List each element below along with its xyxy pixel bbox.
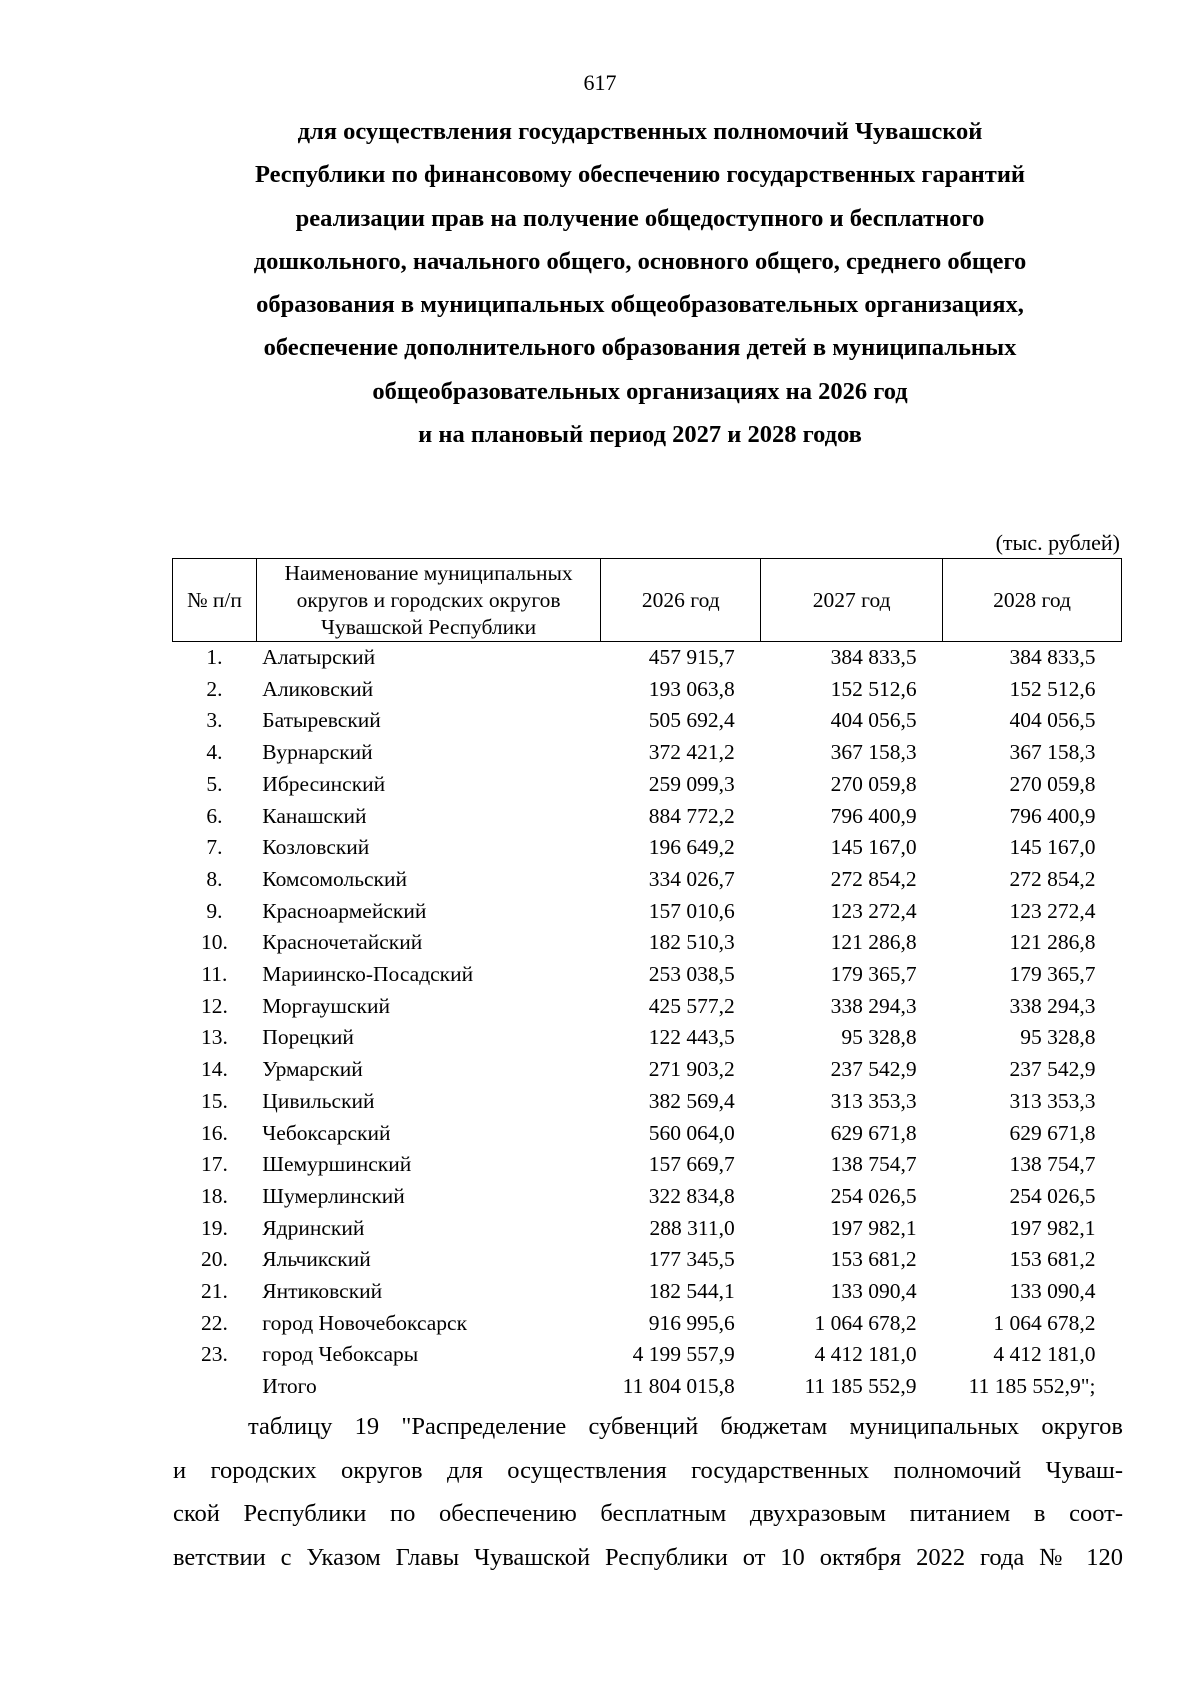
value-2026: 11 804 015,8 xyxy=(622,1374,735,1399)
title-line: обеспечение дополнительного образования детей в муниципальных xyxy=(263,334,1017,362)
municipality-name: Канашский xyxy=(262,803,367,828)
municipality-name: Мариинско-Посадский xyxy=(262,962,474,987)
value-2028: 197 982,1 xyxy=(1009,1215,1096,1240)
total-row xyxy=(173,1371,1122,1403)
table-row xyxy=(173,705,1122,737)
header-2027: 2027 год xyxy=(761,559,943,642)
table-row xyxy=(173,1022,1122,1054)
title-line: и на плановый период 2027 и 2028 годов xyxy=(418,421,862,449)
value-2028: 179 365,7 xyxy=(1009,962,1096,987)
value-2027: 796 400,9 xyxy=(830,803,917,828)
row-number: 4. xyxy=(206,740,223,765)
value-2028: 338 294,3 xyxy=(1009,993,1096,1018)
value-2028: 254 026,5 xyxy=(1009,1183,1096,1208)
value-2028: 367 158,3 xyxy=(1009,740,1096,765)
value-2026: 457 915,7 xyxy=(648,645,735,669)
municipality-name: Красноармейский xyxy=(262,898,427,923)
table-row xyxy=(173,832,1122,864)
value-2026: 916 995,6 xyxy=(648,1310,735,1335)
body-paragraph xyxy=(173,1405,1123,1579)
value-2028: 272 854,2 xyxy=(1009,866,1096,891)
municipality-name: Шумерлинский xyxy=(262,1183,405,1208)
row-number: 12. xyxy=(200,993,228,1018)
value-2027: 4 412 181,0 xyxy=(814,1342,917,1367)
row-number: 18. xyxy=(200,1183,228,1208)
row-number: 7. xyxy=(206,835,223,860)
table-header xyxy=(173,559,1122,642)
table-row xyxy=(173,1339,1122,1371)
value-2028: 384 833,5 xyxy=(1009,645,1096,669)
municipality-name: Порецкий xyxy=(262,1025,354,1050)
row-number: 10. xyxy=(200,930,228,955)
title-line: для осуществления государственных полномочий Чувашской xyxy=(297,118,983,145)
title-line: общеобразовательных организациях на 2026 год xyxy=(372,377,908,405)
value-2027: 123 272,4 xyxy=(830,898,917,923)
municipality-name: Комсомольский xyxy=(262,866,408,891)
value-2027: 237 542,9 xyxy=(830,1057,917,1082)
value-2028: 629 671,8 xyxy=(1009,1120,1096,1145)
value-2027: 179 365,7 xyxy=(830,962,917,987)
value-2027: 367 158,3 xyxy=(830,740,917,765)
value-2028: 4 412 181,0 xyxy=(993,1342,1096,1367)
value-2028: 796 400,9 xyxy=(1009,803,1096,828)
municipality-name: Козловский xyxy=(262,835,370,860)
table-row xyxy=(173,642,1122,674)
value-2028: 95 328,8 xyxy=(1020,1025,1096,1050)
value-2026: 884 772,2 xyxy=(648,803,735,828)
table-row xyxy=(173,896,1122,928)
value-2026: 182 510,3 xyxy=(648,930,735,955)
value-2026: 157 010,6 xyxy=(648,898,735,923)
row-number: 6. xyxy=(206,803,223,828)
municipality-name: Шемуршинский xyxy=(262,1152,412,1177)
table-row xyxy=(173,991,1122,1023)
value-2027: 121 286,8 xyxy=(830,930,917,955)
table-row xyxy=(173,864,1122,896)
municipality-name: город Чебоксары xyxy=(262,1342,419,1367)
value-2027: 153 681,2 xyxy=(830,1247,917,1272)
municipality-name: Яльчикский xyxy=(262,1247,371,1272)
value-2028: 313 353,3 xyxy=(1009,1088,1096,1113)
municipality-name: Моргаушский xyxy=(262,993,390,1018)
municipality-name: Янтиковский xyxy=(262,1279,383,1304)
row-number: 11. xyxy=(201,962,228,987)
row-number: 5. xyxy=(206,771,223,796)
title-line: Республики по финансовому обеспечению государственных гарантий xyxy=(254,161,1026,189)
value-2026: 182 544,1 xyxy=(648,1279,735,1304)
value-2026: 322 834,8 xyxy=(648,1183,735,1208)
municipality-name: Вурнарский xyxy=(262,740,373,765)
value-2026: 4 199 557,9 xyxy=(632,1342,735,1367)
value-2027: 133 090,4 xyxy=(830,1279,917,1304)
value-2028: 404 056,5 xyxy=(1009,708,1096,733)
row-number: 16. xyxy=(200,1120,228,1145)
units-label: (тыс. рублей) xyxy=(995,530,1120,555)
table-body xyxy=(173,642,1122,1403)
value-2027: 95 328,8 xyxy=(841,1025,917,1050)
value-2026: 177 345,5 xyxy=(648,1247,735,1272)
value-2028: 123 272,4 xyxy=(1009,898,1096,923)
value-2026: 253 038,5 xyxy=(648,962,735,987)
value-2028: 270 059,8 xyxy=(1009,771,1096,796)
table-row xyxy=(173,927,1122,959)
value-2027: 629 671,8 xyxy=(830,1120,917,1145)
municipality-name: Батыревский xyxy=(262,708,381,733)
table-row xyxy=(173,769,1122,801)
table-row xyxy=(173,1308,1122,1340)
row-number: 2. xyxy=(206,676,223,701)
value-2026: 259 099,3 xyxy=(648,771,735,796)
paragraph-line: и городских округов для осуществления государственных полномочий Чуваш- xyxy=(173,1456,1123,1484)
table-row xyxy=(173,674,1122,706)
header-2028: 2028 год xyxy=(943,559,1122,642)
subvention-table xyxy=(172,558,1122,1403)
value-2026: 157 669,7 xyxy=(648,1152,735,1177)
value-2026: 122 443,5 xyxy=(648,1025,735,1050)
value-2028: 1 064 678,2 xyxy=(993,1310,1096,1335)
table-row xyxy=(173,1118,1122,1150)
paragraph-line: таблицу 19 "Распределение субвенций бюджетам муниципальных округов xyxy=(248,1413,1123,1440)
title-line: реализации прав на получение общедоступного и бесплатного xyxy=(295,204,985,232)
value-2027: 11 185 552,9 xyxy=(804,1374,917,1399)
row-number: 21. xyxy=(200,1279,228,1304)
table-row xyxy=(173,1181,1122,1213)
table-row xyxy=(173,1244,1122,1276)
value-2027: 384 833,5 xyxy=(830,645,917,669)
value-2028: 121 286,8 xyxy=(1009,930,1096,955)
header-row xyxy=(173,559,1122,642)
table-row xyxy=(173,1276,1122,1308)
value-2027: 270 059,8 xyxy=(830,771,917,796)
municipality-name: Чебоксарский xyxy=(262,1120,391,1145)
value-2028: 138 754,7 xyxy=(1009,1152,1096,1177)
value-2027: 404 056,5 xyxy=(830,708,917,733)
row-number: 22. xyxy=(200,1310,228,1335)
row-number: 1. xyxy=(206,645,223,669)
municipality-name: Красночетайский xyxy=(262,930,423,955)
row-number xyxy=(173,1371,257,1403)
table-row xyxy=(173,1086,1122,1118)
value-2028: 153 681,2 xyxy=(1009,1247,1096,1272)
value-2026: 505 692,4 xyxy=(648,708,735,733)
row-number: 13. xyxy=(200,1025,228,1050)
value-2027: 145 167,0 xyxy=(830,835,917,860)
value-2027: 138 754,7 xyxy=(830,1152,917,1177)
page-number: 617 xyxy=(583,70,617,95)
row-number: 23. xyxy=(200,1342,228,1367)
value-2026: 425 577,2 xyxy=(648,993,735,1018)
section-title xyxy=(160,110,1120,456)
paragraph-line: ветствии с Указом Главы Чувашской Республики от 10 октября 2022 года № 120 xyxy=(173,1543,1123,1571)
value-2028: 152 512,6 xyxy=(1009,676,1096,701)
row-number: 9. xyxy=(206,898,223,923)
value-2028: 237 542,9 xyxy=(1009,1057,1096,1082)
table-row xyxy=(173,737,1122,769)
value-2027: 152 512,6 xyxy=(830,676,917,701)
table-row xyxy=(173,1213,1122,1245)
header-municipality-name: Наименование муниципальных округов и городских округов Чувашской Республики xyxy=(256,559,601,642)
value-2026: 382 569,4 xyxy=(648,1088,735,1113)
header-number: № п/п xyxy=(173,559,257,642)
value-2027: 1 064 678,2 xyxy=(814,1310,917,1335)
value-2026: 372 421,2 xyxy=(648,740,735,765)
municipality-name: Аликовский xyxy=(262,676,374,701)
municipality-name: город Новочебоксарск xyxy=(262,1310,468,1335)
municipality-name: Ибресинский xyxy=(262,771,386,796)
value-2026: 334 026,7 xyxy=(648,866,735,891)
table-row xyxy=(173,801,1122,833)
title-line: дошкольного, начального общего, основного общего, среднего общего xyxy=(253,247,1027,275)
value-2026: 196 649,2 xyxy=(648,835,735,860)
header-2026: 2026 год xyxy=(601,559,761,642)
value-2027: 338 294,3 xyxy=(830,993,917,1018)
value-2028: 145 167,0 xyxy=(1009,835,1096,860)
value-2027: 272 854,2 xyxy=(830,866,917,891)
value-2027: 197 982,1 xyxy=(830,1215,917,1240)
table-row xyxy=(173,959,1122,991)
row-number: 14. xyxy=(200,1057,228,1082)
value-2028: 11 185 552,9"; xyxy=(968,1374,1096,1399)
value-2026: 271 903,2 xyxy=(648,1057,735,1082)
row-number: 8. xyxy=(206,866,223,891)
title-line: образования в муниципальных общеобразовательных организациях, xyxy=(256,291,1024,319)
value-2028: 133 090,4 xyxy=(1009,1279,1096,1304)
paragraph-line: ской Республики по обеспечению бесплатным двухразовым питанием в соот- xyxy=(173,1500,1123,1527)
row-number: 17. xyxy=(200,1152,228,1177)
municipality-name: Урмарский xyxy=(262,1057,363,1082)
row-number: 3. xyxy=(206,708,223,733)
table-row xyxy=(173,1149,1122,1181)
municipality-name: Ядринский xyxy=(262,1215,365,1240)
value-2026: 560 064,0 xyxy=(648,1120,735,1145)
value-2026: 288 311,0 xyxy=(649,1215,735,1240)
municipality-name: Итого xyxy=(262,1374,317,1399)
row-number: 19. xyxy=(200,1215,228,1240)
table-row xyxy=(173,1054,1122,1086)
municipality-name: Алатырский xyxy=(262,645,376,669)
value-2026: 193 063,8 xyxy=(648,676,735,701)
value-2027: 254 026,5 xyxy=(830,1183,917,1208)
row-number: 20. xyxy=(200,1247,228,1272)
value-2027: 313 353,3 xyxy=(830,1088,917,1113)
row-number: 15. xyxy=(200,1088,228,1113)
municipality-name: Цивильский xyxy=(262,1088,375,1113)
